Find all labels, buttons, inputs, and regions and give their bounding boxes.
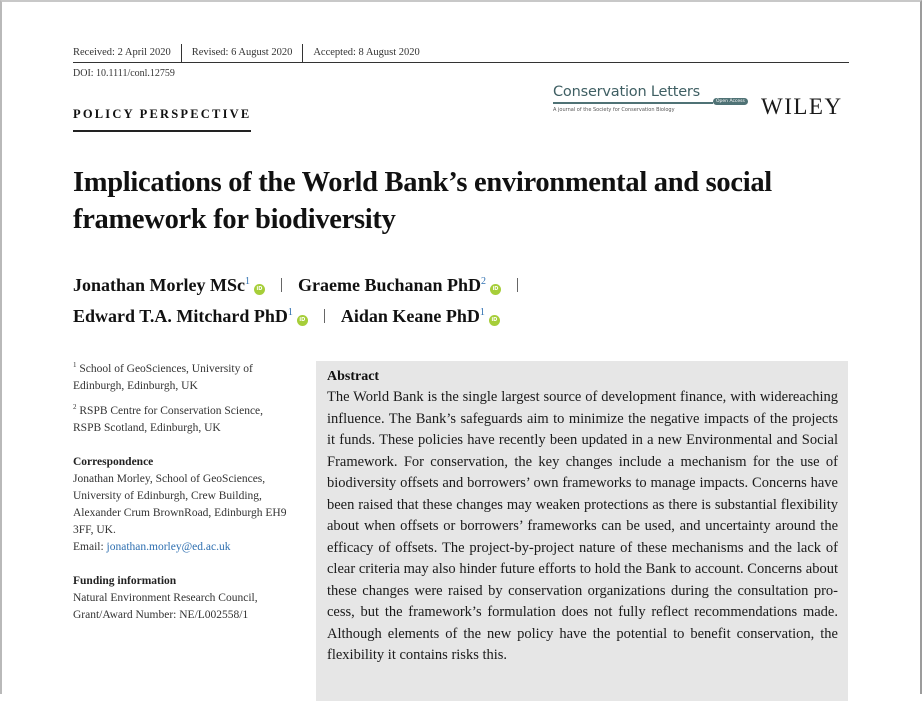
accepted-date: Accepted: 8 August 2020 [313,47,420,58]
author[interactable]: Aidan Keane PhD$^1$iD [341,306,500,326]
divider [281,278,282,292]
abstract-heading: Abstract [327,369,380,384]
publisher-logo: WILEY [761,94,843,119]
author-list [73,268,673,330]
orcid-icon[interactable]: iD [254,284,265,295]
correspondence-text: Jonathan Morley, School of GeoSciences, University of Edinburgh, Crew Building, Alexander Crum BrownRoad, Edinburgh EH9 3FF, UK. [73,472,287,536]
author[interactable]: Graeme Buchanan PhD$^2$iD [298,275,501,295]
divider [553,102,713,104]
doi[interactable]: DOI: 10.1111/conl.12759 [73,68,175,79]
journal-name: Conservation Letters [553,84,700,100]
journal-subtitle: A journal of the Society for Conservation Biology [553,107,675,113]
article-title: Implications of the World Bank’s environmental and social framework for biodiversity [73,167,772,235]
email-link[interactable]: jonathan.morley@ed.ac.uk [106,540,231,553]
funding-text: Natural Environment Research Council, Grant/Award Number: NE/L002558/1 [73,591,258,621]
affiliation: $^2$ RSPB Centre for Conservation Science, RSPB Scotland, Edinburgh, UK [73,402,264,434]
correspondence-heading: Correspondence [73,455,154,468]
divider [517,278,518,292]
journal-logo [553,84,753,122]
received-date: Received: 2 April 2020 [73,47,171,58]
abstract-text: The World Bank is the single largest source of development finance, with widereaching influence. The Bank’s safeguards aim to minimize the negative impacts of the projects it funds. These policies have recently been updated in a new Environmental and Social Framework. For conservation, the key changes include a mechanism for the use of biodiversity offsets and borrowers’ own frameworks to manage impacts. Concerns have been raised that these changes may weaken protections as there is substantial flexibility about when offsets or borrowers’ frameworks can be used, and uncertainty around the efficacy of offsets. The project-by-project nature of these mechanisms and the lack of clear criteria may also hinder future efforts to hold the Bank to account. Concerns about these changes were raised by conservation organizations during the consultation process, but the framework’s formulation does not fully reflect recommendations made. Although elements of the new policy have the potential to benefit conservation, the flexibility it contains risks this. [327,389,838,663]
correspondence-email: Email: jonathan.morley@ed.ac.uk [73,540,231,553]
orcid-icon[interactable]: iD [489,315,500,326]
open-access-badge: Open Access [713,98,748,105]
article-sidebar [73,357,293,624]
revised-date: Revised: 6 August 2020 [191,47,293,58]
affiliation: $^1$ School of GeoSciences, University of Edinburgh, Edinburgh, UK [73,361,253,392]
funding-heading: Funding information [73,574,177,587]
section-label: POLICY PERSPECTIVE [73,107,251,132]
divider [324,309,325,323]
orcid-icon[interactable]: iD [490,284,501,295]
author[interactable]: Edward T.A. Mitchard PhD$^1$iD [73,306,308,326]
abstract-box [316,361,848,701]
orcid-icon[interactable]: iD [297,315,308,326]
author[interactable]: Jonathan Morley MSc$^1$iD [73,275,265,295]
article-dates [73,44,849,63]
